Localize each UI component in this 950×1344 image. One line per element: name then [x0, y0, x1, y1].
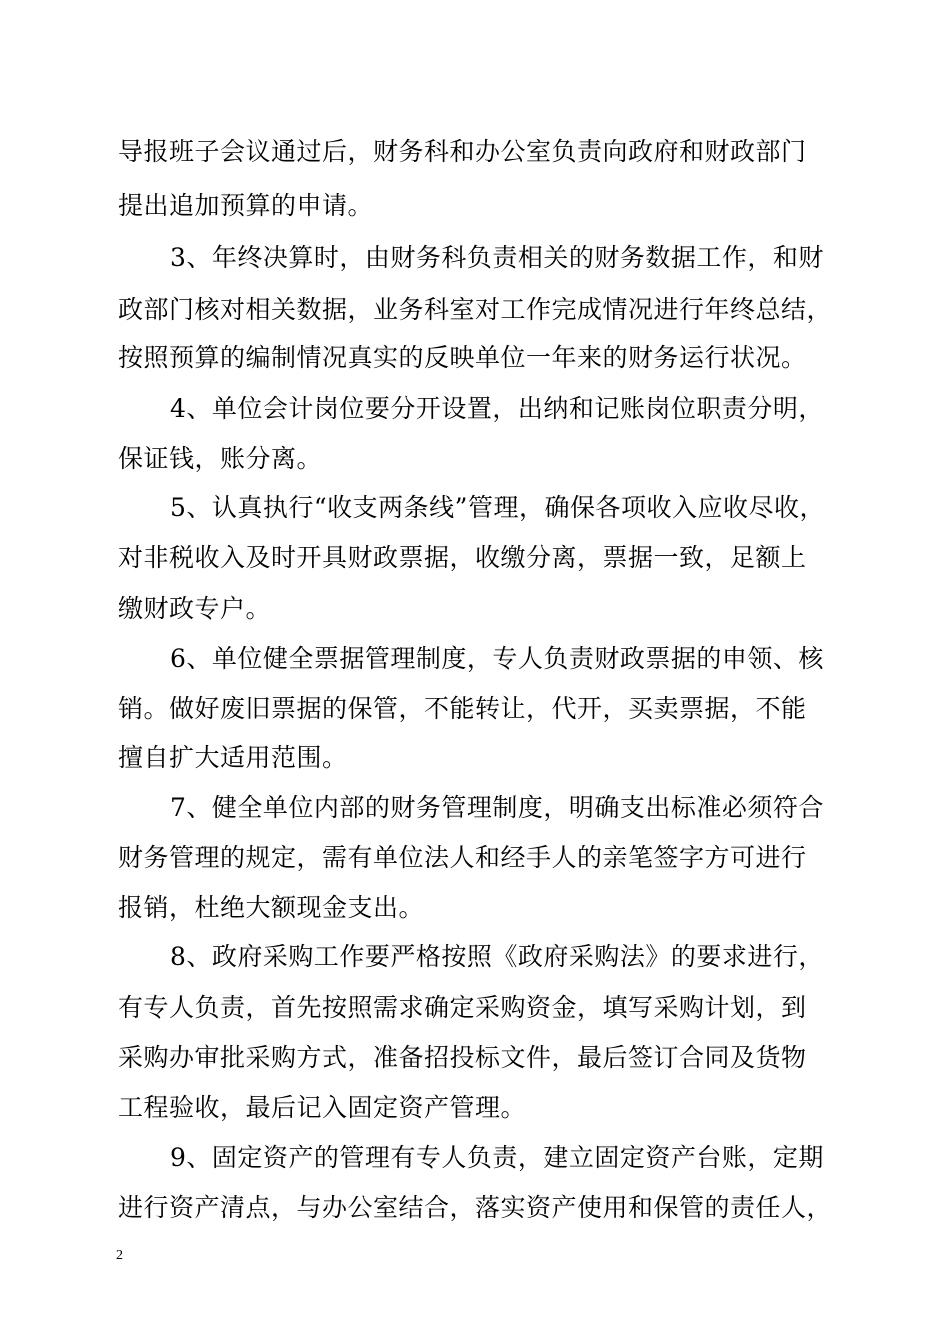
body-text-line: 8、政府采购工作要严格按照《政府采购法》的要求进行，	[170, 942, 824, 971]
page-number: 2	[116, 1248, 123, 1263]
body-text-line: 销。做好废旧票据的保管，不能转让，代开，买卖票据，不能	[118, 694, 807, 723]
body-text-line: 保证钱，账分离。	[118, 444, 323, 473]
body-text-line: 政部门核对相关数据，业务科室对工作完成情况进行年终总结，	[118, 295, 833, 324]
body-text-line: 提出追加预算的申请。	[118, 191, 374, 220]
body-text-line: 对非税收入及时开具财政票据，收缴分离，票据一致，足额上	[118, 543, 807, 572]
body-text-line: 有专人负责，首先按照需求确定采购资金，填写采购计划，到	[118, 993, 807, 1022]
body-text-line: 财务管理的规定，需有单位法人和经手人的亲笔签字方可进行	[118, 843, 807, 872]
body-text-line: 采购办审批采购方式，准备招投标文件，最后签订合同及货物	[118, 1043, 807, 1072]
body-text-line: 3、年终决算时，由财务科负责相关的财务数据工作，和财	[170, 243, 824, 272]
body-text-line: 7、健全单位内部的财务管理制度，明确支出标准必须符合	[170, 793, 824, 822]
body-text-line: 5、认真执行“收支两条线”管理，确保各项收入应收尽收，	[170, 493, 825, 522]
body-text-line: 4、单位会计岗位要分开设置，出纳和记账岗位职责分明，	[170, 394, 824, 423]
body-text-line: 进行资产清点，与办公室结合，落实资产使用和保管的责任人，	[118, 1193, 833, 1222]
body-text-line: 按照预算的编制情况真实的反映单位一年来的财务运行状况。	[118, 343, 807, 372]
body-text-line: 9、固定资产的管理有专人负责，建立固定资产台账，定期	[170, 1143, 824, 1172]
body-text-line: 缴财政专户。	[118, 594, 272, 623]
body-text-line: 报销，杜绝大额现金支出。	[118, 893, 425, 922]
body-text-line: 擅自扩大适用范围。	[118, 743, 348, 772]
body-text-line: 导报班子会议通过后，财务科和办公室负责向政府和财政部门	[118, 137, 807, 166]
body-text-line: 工程验收，最后记入固定资产管理。	[118, 1093, 527, 1122]
body-text-line: 6、单位健全票据管理制度，专人负责财政票据的申领、核	[170, 644, 824, 673]
